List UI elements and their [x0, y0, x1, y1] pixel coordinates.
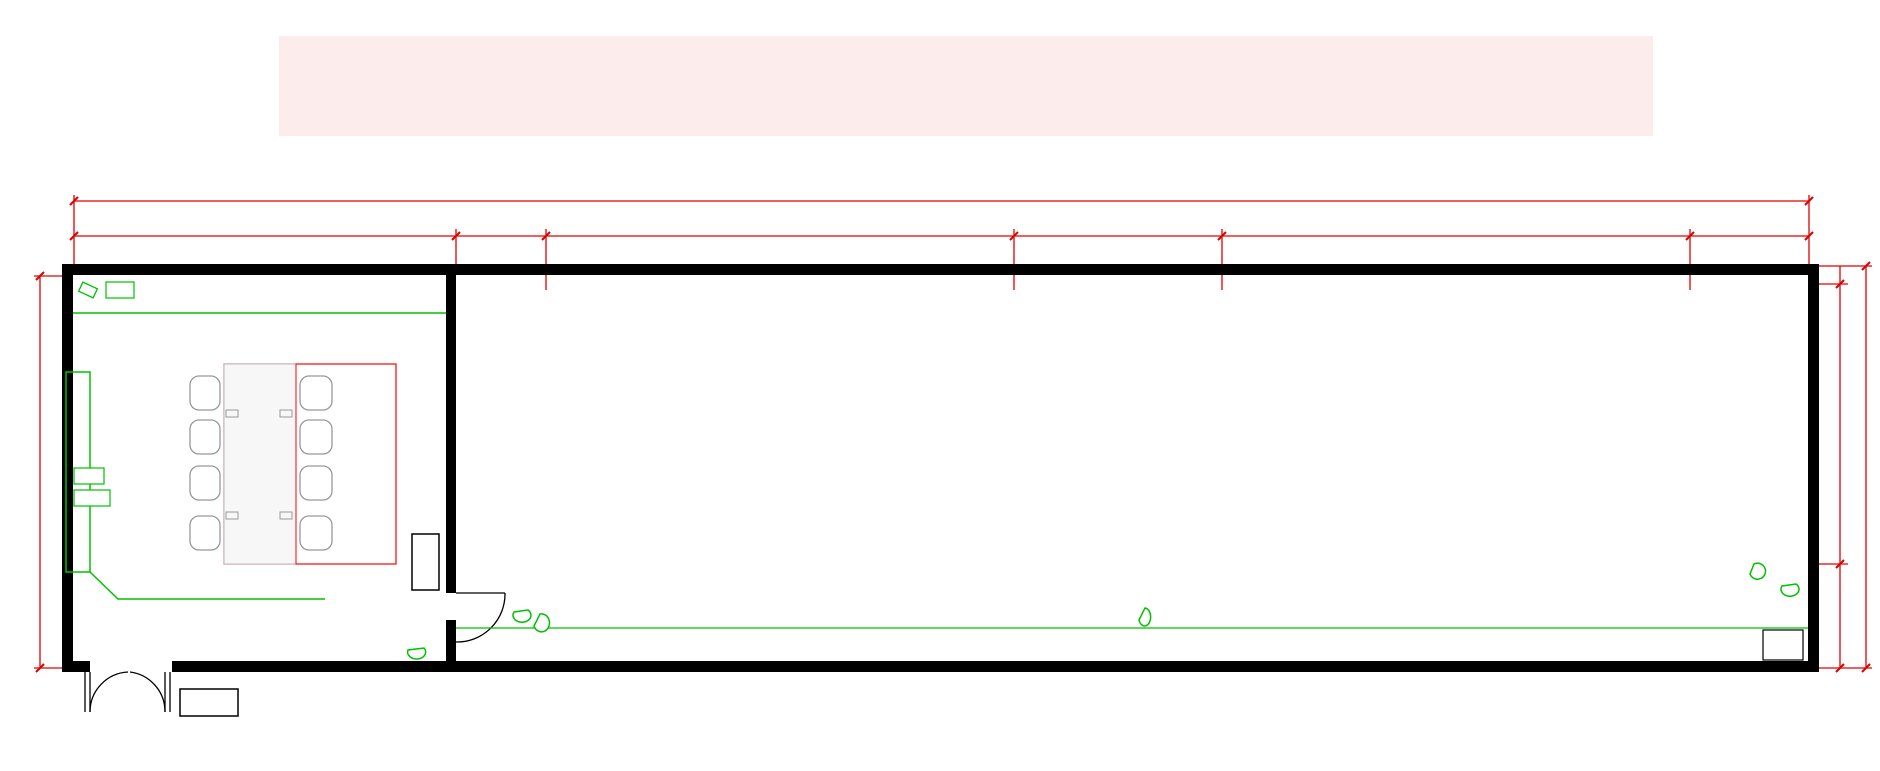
sensor-icon: [513, 610, 531, 622]
sensor-icon: [408, 648, 426, 659]
inner-door: [456, 593, 505, 642]
sensor-icon: [1781, 584, 1799, 596]
tag-2to-top-box: [106, 282, 134, 298]
entrance-door: [85, 672, 170, 712]
tag-hdmi-box: [74, 490, 110, 506]
cabinet-box: [1763, 630, 1803, 660]
reading-room: [66, 282, 446, 599]
door-access-outer-box: [180, 689, 238, 716]
tag-2to-left-box: [74, 468, 104, 484]
sensor-icons: [408, 563, 1799, 659]
sensor-icon: [1750, 563, 1765, 579]
sensor-icon: [1139, 608, 1151, 626]
sensor-icon: [534, 614, 549, 632]
door-access-inner-box: [412, 534, 439, 590]
bottom-row: [456, 628, 1808, 660]
